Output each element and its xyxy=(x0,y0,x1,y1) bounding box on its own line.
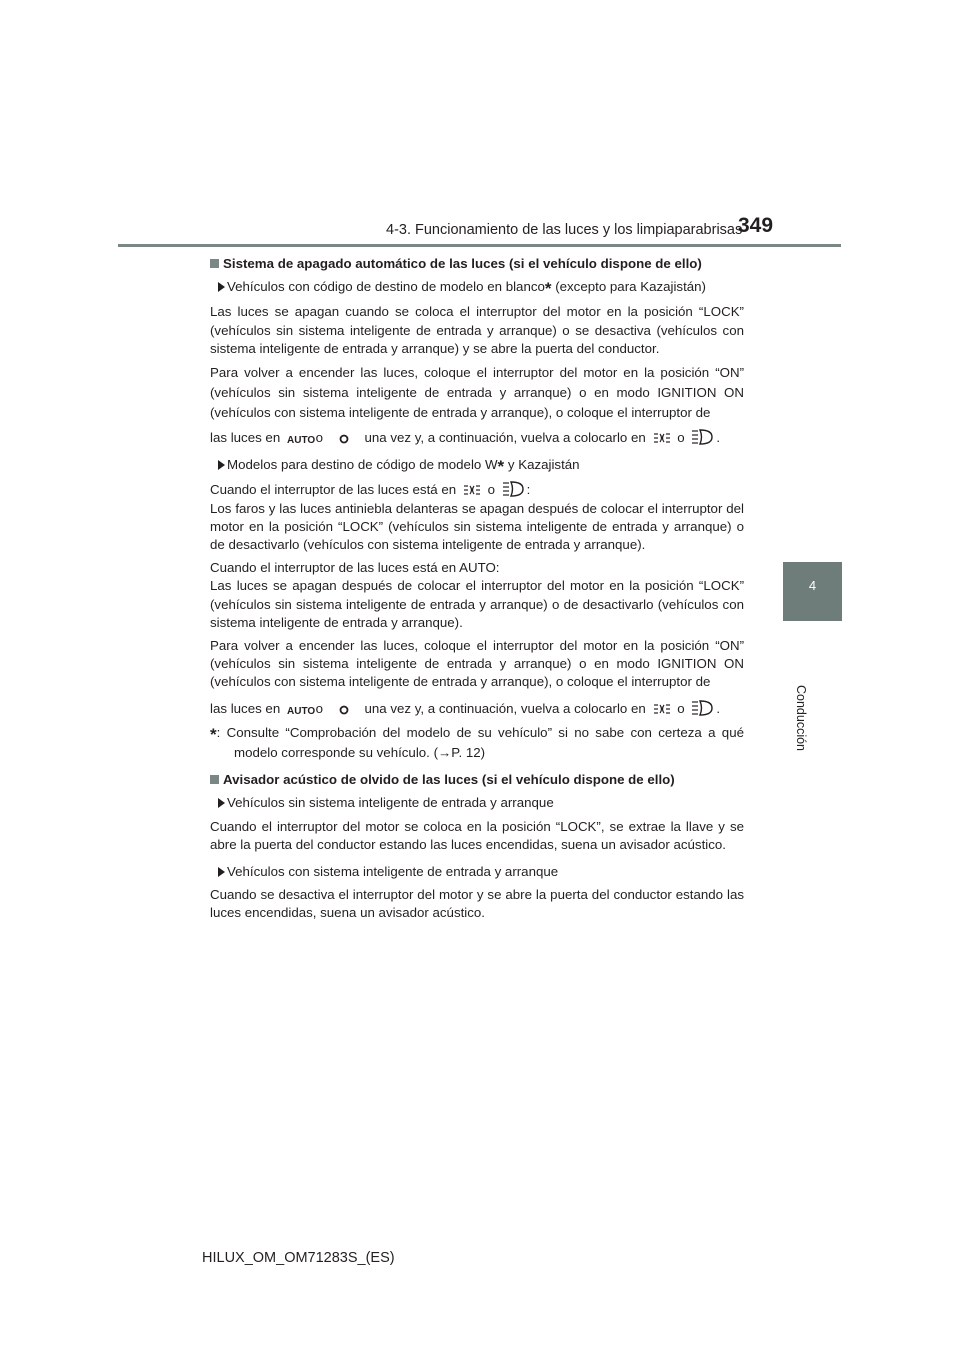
paragraph: Cuando el interruptor de las luces está en AUTO: Las luces se apagan después de colocar el interruptor del motor en la posición “LOCK” (vehículos sin sistema inteligente de entrada y arranque) o de desactivarlo (vehículos con sistema inteligente de entrada y arranque). xyxy=(210,560,744,630)
asterisk-mark: * xyxy=(544,279,552,299)
triangle-bullet-icon xyxy=(218,282,225,292)
svg-text:AUTO: AUTO xyxy=(286,435,316,447)
paragraph-with-icons: las luces en AUTO o una vez y, a continuación, vuelva a colocarlo en o . xyxy=(210,700,721,717)
paragraph-with-icons: las luces en AUTO o una vez y, a continuación, vuelva a colocarlo en o . xyxy=(210,430,721,447)
tail-light-icon xyxy=(653,431,671,445)
light-off-icon xyxy=(330,433,358,445)
triangle-bullet-icon xyxy=(218,867,225,877)
chapter-number: 4 xyxy=(808,578,817,593)
chapter-caption-wrap xyxy=(787,620,816,752)
paragraph: Para volver a encender las luces, coloque el interruptor del motor en la posición “ON” (vehículos sin sistema inteligente de entrada y arranque) o en modo IGNITION ON (vehículos con sistema inteligente de entrada y arranque), o coloque el interruptor de xyxy=(210,365,744,421)
condition-item: Vehículos sin sistema inteligente de entrada y arranque xyxy=(210,794,744,812)
condition-item: Vehículos con código de destino de modelo en blanco* (excepto para Kazajistán) xyxy=(210,278,744,298)
paragraph: Para volver a encender las luces, coloque el interruptor del motor en la posición “ON” (vehículos sin sistema inteligente de entrada y arranque) o en modo IGNITION ON (vehículos con sistema inteligente de entrada y arranque), o coloque el interruptor de xyxy=(210,638,744,690)
section-heading: Sistema de apagado automático de las luces (si el vehículo dispone de ello) xyxy=(210,255,744,273)
auto-light-switch-icon xyxy=(286,704,316,717)
square-bullet-icon xyxy=(210,259,219,268)
tail-light-icon xyxy=(463,483,481,497)
light-off-icon xyxy=(330,704,358,716)
headlight-icon xyxy=(502,481,524,497)
page-number: 349 xyxy=(738,214,774,237)
auto-light-switch-icon xyxy=(286,433,316,447)
asterisk-mark: * xyxy=(497,457,505,477)
footer-document-code: HILUX_OM_OM71283S_(ES) xyxy=(202,1250,395,1266)
paragraph: Cuando el interruptor del motor se coloca en la posición “LOCK”, se extrae la llave y se abre la puerta del conductor estando las luces encendidas, suena un avisador acústico. xyxy=(210,818,744,852)
triangle-bullet-icon xyxy=(218,460,225,470)
triangle-bullet-icon xyxy=(218,798,225,808)
chapter-caption: Conducción xyxy=(794,684,808,752)
condition-item: Vehículos con sistema inteligente de entrada y arranque xyxy=(210,863,744,881)
svg-text:AUTO: AUTO xyxy=(286,705,316,717)
chapter-tab xyxy=(783,562,842,621)
headlight-icon xyxy=(691,700,713,716)
paragraph: Cuando se desactiva el interruptor del motor y se abre la puerta del conductor estando las luces encendidas, suena un avisador acústico. xyxy=(210,887,744,921)
asterisk-mark: * xyxy=(210,724,217,744)
page-content xyxy=(210,255,744,928)
header-section-title: 4-3. Funcionamiento de las luces y los limpiaparabrisas xyxy=(386,222,743,238)
header-rule xyxy=(118,244,841,247)
footnote: *: Consulte “Comprobación del modelo de su vehículo” si no sabe con certeza a qué modelo corresponde su vehículo. (→P. 12) xyxy=(210,724,744,761)
tail-light-icon xyxy=(653,702,671,716)
condition-item: Modelos para destino de código de modelo W* y Kazajistán xyxy=(210,456,744,476)
square-bullet-icon xyxy=(210,775,219,784)
paragraph-with-icons: Cuando el interruptor de las luces está en o : Los faros y las luces antiniebla delanteras se apagan después de colocar el interruptor del motor en la posición “LOCK” (vehículos sin sistema inteligente de entrada y arranque) o de desactivarlo (vehículos con sistema inteligente de entrada y arranque). xyxy=(210,482,744,553)
paragraph: Las luces se apagan cuando se coloca el interruptor del motor en la posición “LOCK” (vehículos sin sistema inteligente de entrada y arranque) o se desactiva (vehículos con sistema inteligente de entrada y arranque) y se abre la puerta del conductor. xyxy=(210,304,744,356)
headlight-icon xyxy=(691,429,713,445)
section-heading: Avisador acústico de olvido de las luces (si el vehículo dispone de ello) xyxy=(210,771,744,789)
